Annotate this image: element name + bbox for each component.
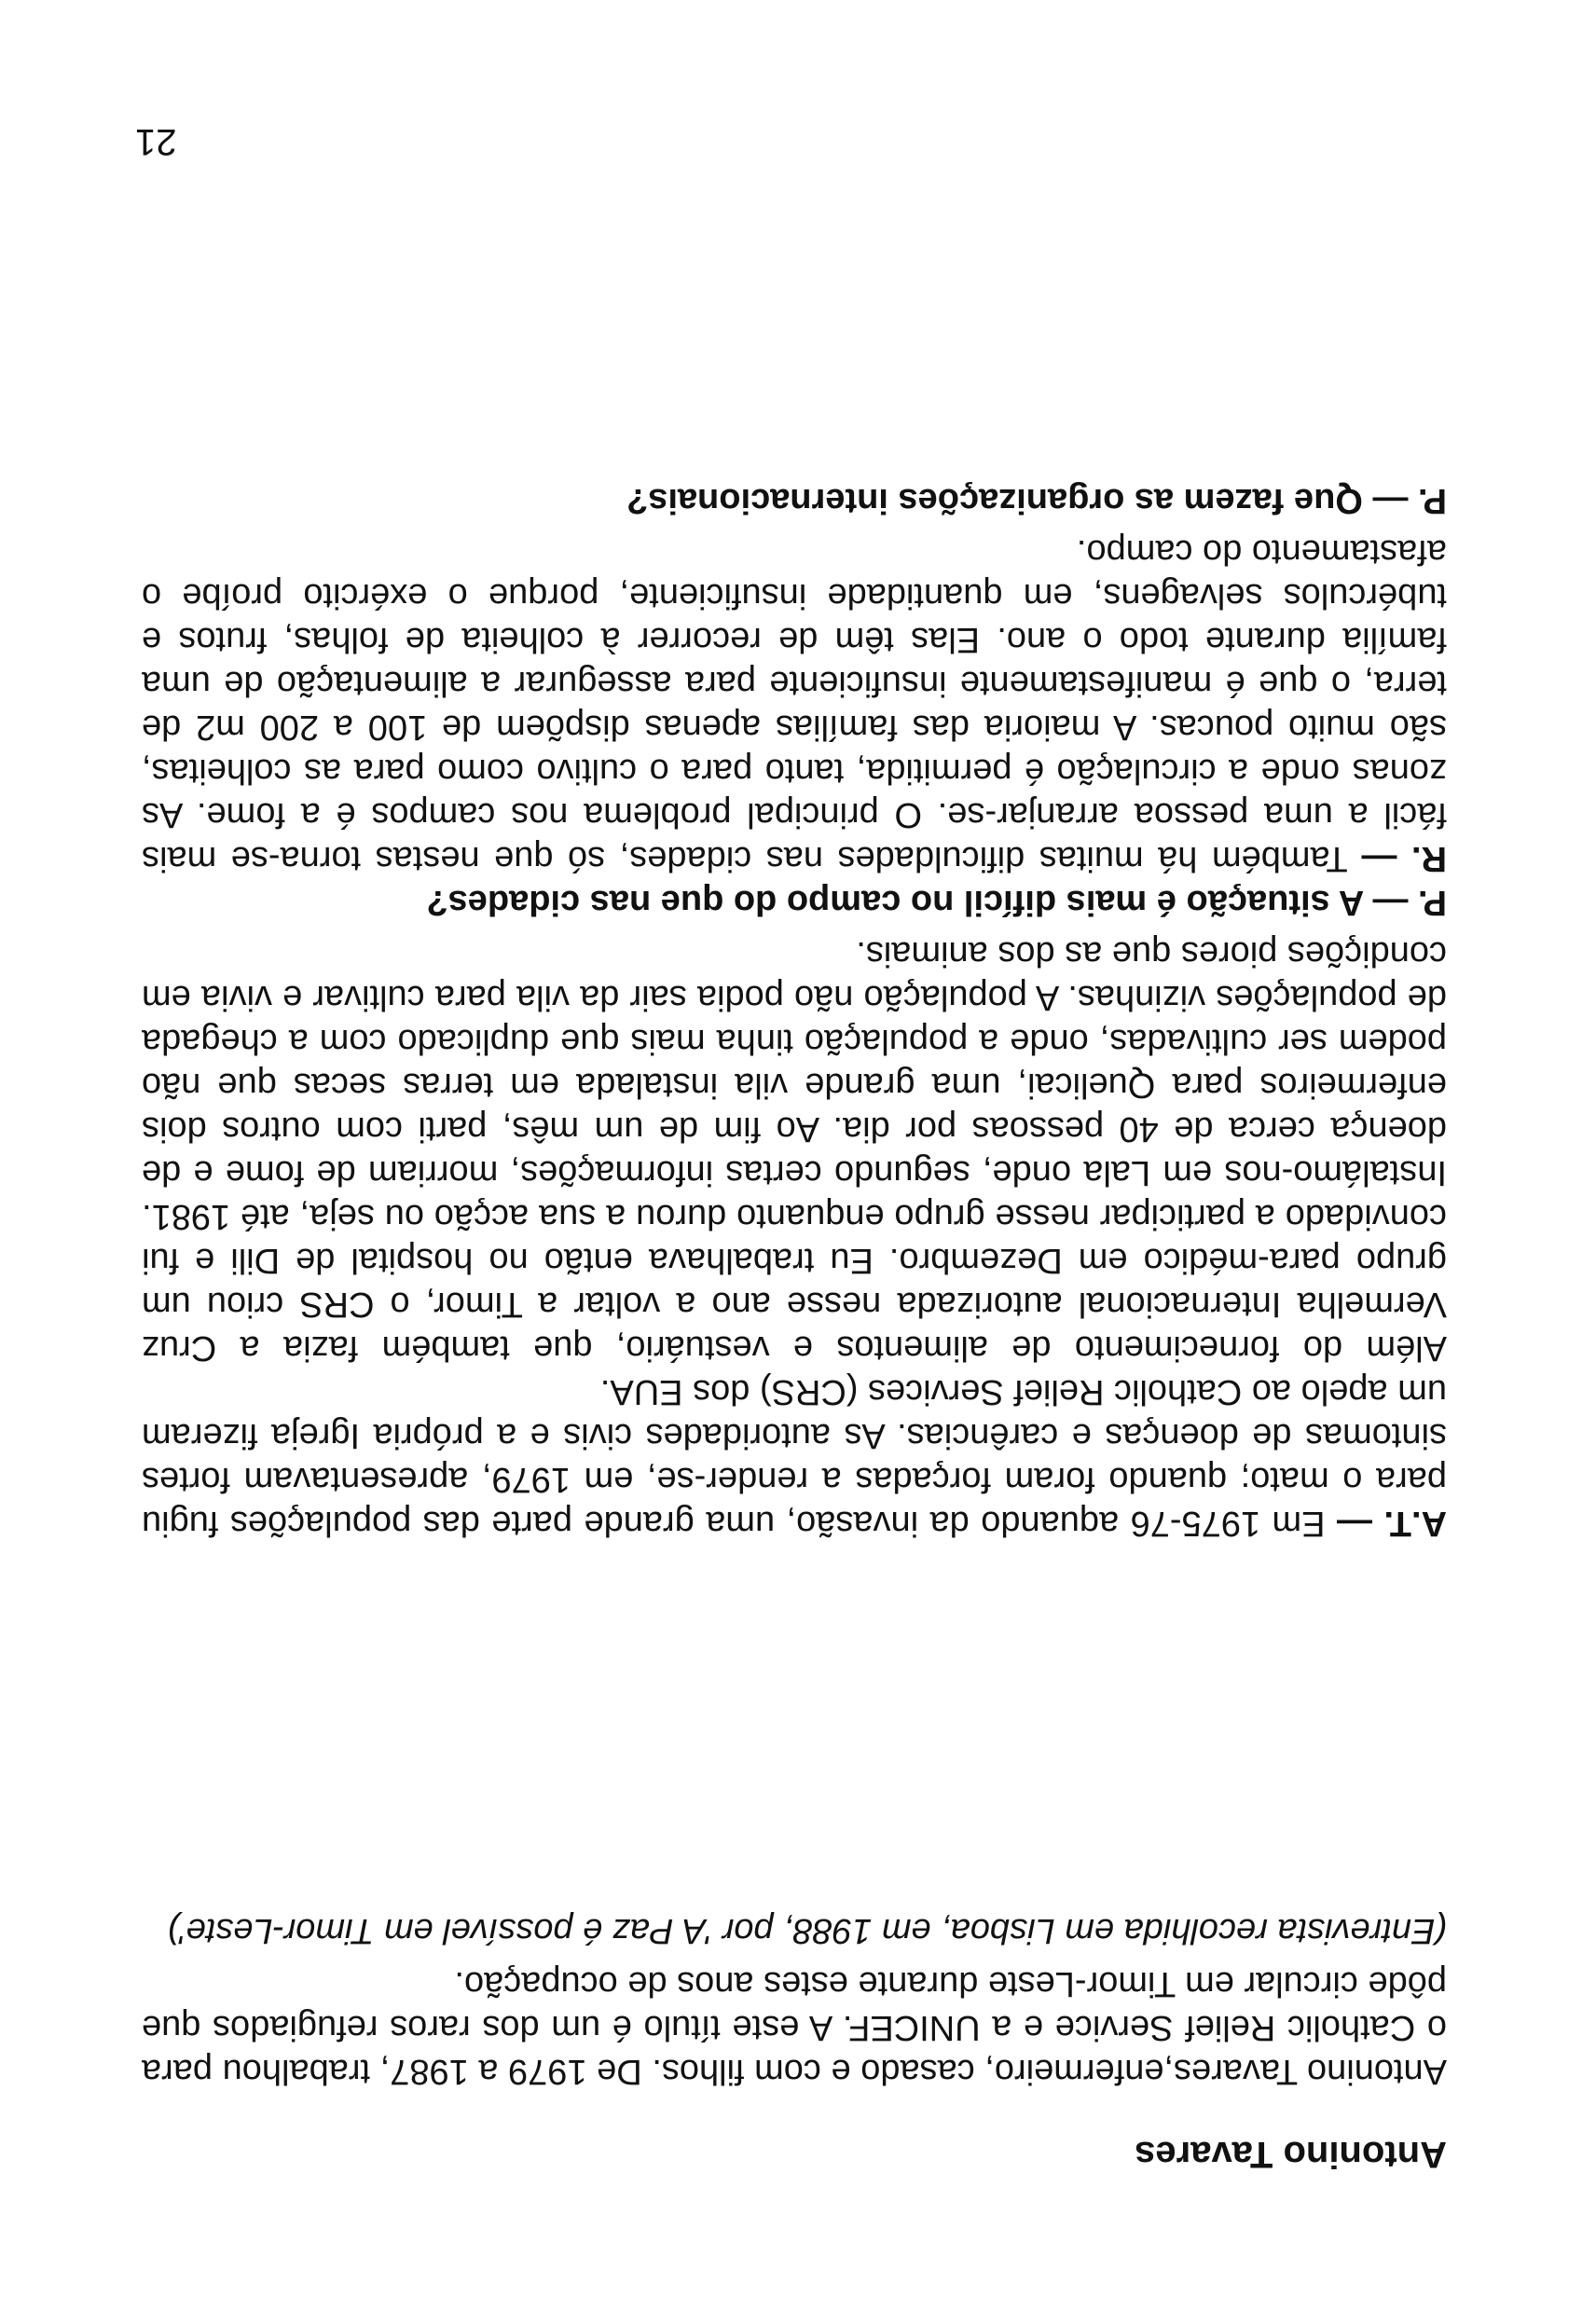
bio-paragraph: Antonino Tavares,enfermeiro, casado e com filhos. De 1979 a 1987, trabalhou para o Catholic Relief Service e a UNICEF. A este título é um dos raros refugiados que pôde circular em Timor-Leste durante estes anos de ocupação. [142,1964,1447,2091]
answer-text-2: Também há muitas dificuldades nas cidades, só que nestas torna-se mais fácil a uma pessoa arranjar-se. O principal problema nos campos é a fome. As zonas onde a circulação é permitida, tanto para o cultivo como para as colheitas, são muito poucas. A maioria das famílias apenas dispõem de 100 a 200 m2 de terra, o que é manifestamente insuficiente para assegurar a alimentação de uma família durante todo o ano. Elas têm de recorrer à colheita de folhas, frutos e tubérculos selvagens, em quantidade insuficiente, porque o exército proíbe o afastamento do campo. [142,532,1447,878]
answer-paragraph-2 [142,530,1447,880]
question-2: P. — A situação é mais difícil no campo do que nas cidades? [426,883,1447,922]
page-content [142,478,1447,2176]
page-number: 21 [135,121,177,162]
page-title: Antonino Tavares [1135,2134,1447,2175]
answer-text-1: Em 1975-76 aquando da invasão, uma grande parte das populações fugiu para o mato; quando foram forçadas a render-se, em 1979, apresentavam fortes sintomas de doenças e carências. As autoridades civis e a própria Igreja fizeram um apelo ao Catholic Relief Services (CRS) dos EUA. [141,1372,1447,1543]
question-3: P. — Que fazem as organizações internacionais? [626,481,1447,520]
answer-paragraph-1-continued: Além do fornecimento de alimentos e vestuário, que também fazia a Cruz Vermelha Internacional autorizada nesse ano a voltar a Timor, o CRS criou um grupo para-médico em Dezembro. Eu trabalhava então no hospital de Dili e fui convidado a participar nesse grupo enquanto durou a sua acção ou seja, até 1981. Instalámo-nos em Lala onde, segundo certas informações, morriam de fome e de doença cerca de 40 pessoas por dia. Ao fim de um mês, parti com outros dois enfermeiros para Quelicai, uma grande vila instalada em terras secas que não podem ser cultivadas, onde a população tinha mais que duplicado com a chegada de populações vizinhas. A população não podia sair da vila para cultivar e vivia em condições piores que as dos animais. [142,934,1447,1368]
answer-label-at: A.T. — [1336,1504,1447,1543]
answer-paragraph-1 [142,1369,1447,1545]
source-note: (Entrevista recolhida em Lisboa, em 1988, por 'A Paz é possível em Timor-Leste') [167,1911,1447,1950]
answer-label-r: R. — [1361,839,1447,878]
